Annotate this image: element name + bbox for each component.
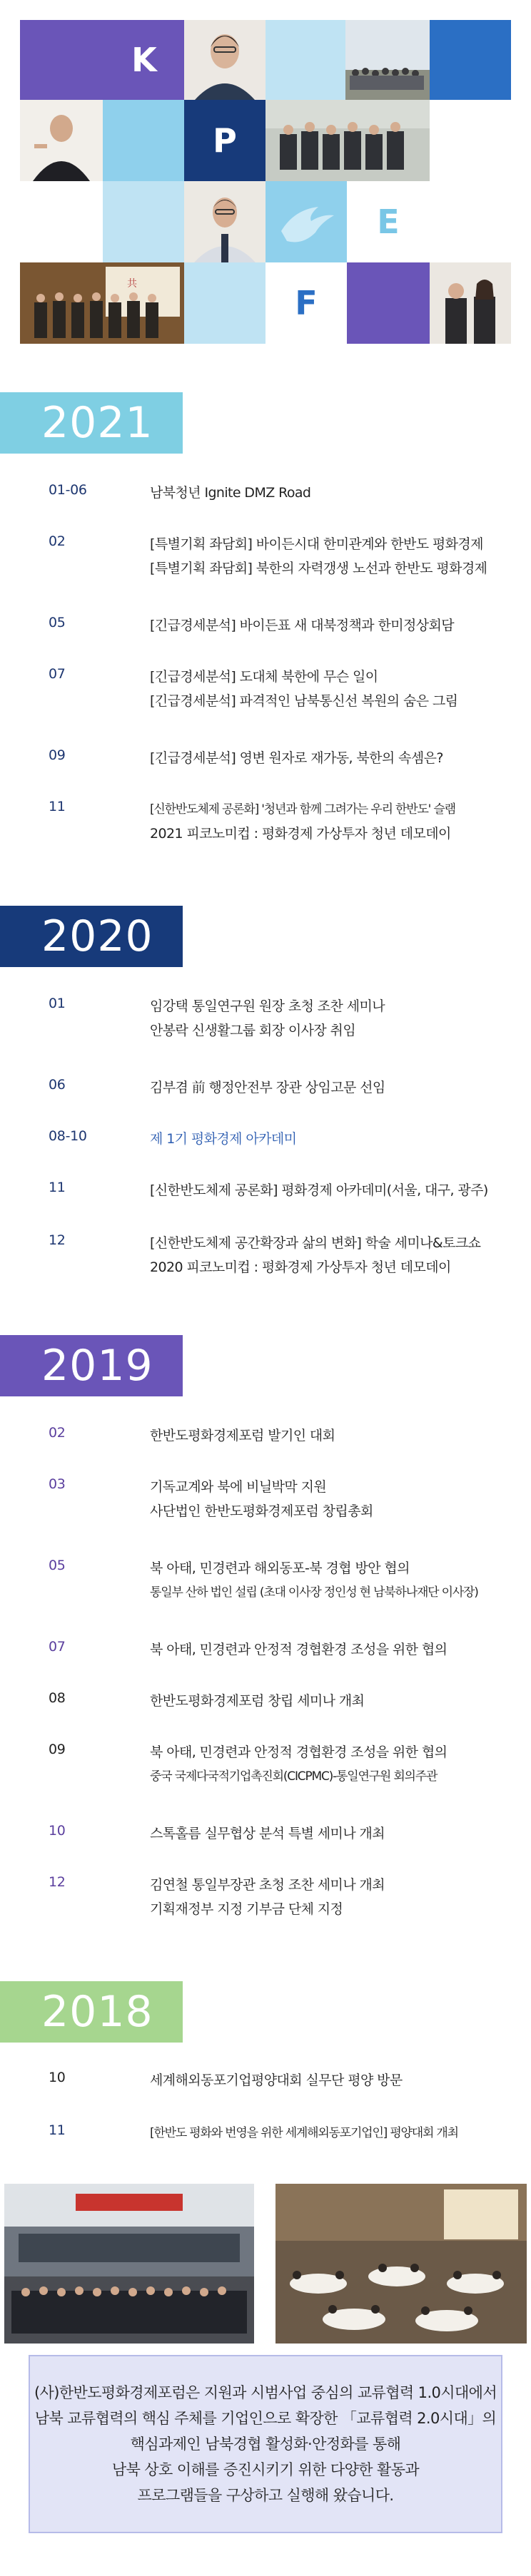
pale-blue-tile-3: [184, 262, 266, 344]
event-text: 사단법인 한반도평화경제포럼 창립총회: [150, 1503, 373, 1519]
event-text: 김부겸 前 행정안전부 장관 상임고문 선임: [150, 1080, 385, 1095]
year-banner-2021: 2021: [0, 392, 183, 454]
event-text: [특별기획 좌담회] 북한의 자력갱생 노선과 한반도 평화경제: [150, 561, 487, 576]
month-label: 06: [49, 1077, 66, 1093]
event-text: 2021 피코노미컵 : 평화경제 가상투자 청년 데모데이: [150, 826, 451, 842]
group-photo-1: [345, 20, 430, 100]
header-mosaic: [0, 0, 531, 349]
month-label: 01: [49, 996, 66, 1011]
month-label: 02: [49, 1425, 66, 1441]
dove-icon: [266, 181, 347, 262]
svg-text:共: 共: [127, 278, 137, 290]
event-text: [긴급경세분석] 파격적인 남북통신선 복원의 숨은 그림: [150, 693, 458, 709]
summary-line: 남북 상호 이해를 증진시키기 위한 다양한 활동과: [111, 2461, 420, 2478]
event-text: 남북청년 Ignite DMZ Road: [150, 485, 311, 501]
purple-tile-2: [347, 262, 430, 344]
event-text: [긴급경세분석] 영변 원자로 재가동, 북한의 속셈은?: [150, 750, 443, 766]
month-label: 05: [49, 615, 66, 630]
month-label: 07: [49, 1639, 66, 1655]
summary-box: [29, 2355, 502, 2533]
month-label: 12: [49, 1232, 66, 1248]
event-text: 제 1기 평화경제 아카데미: [150, 1131, 297, 1147]
event-text: [특별기획 좌담회] 바이든시대 한미관계와 한반도 평화경제: [150, 536, 483, 552]
letter-k: K: [104, 20, 184, 100]
year-banner-2018: 2018: [0, 1981, 183, 2043]
event-text: 중국 국제다국적기업촉진회(CICPMC)-통일연구원 회의주관: [150, 1769, 438, 1784]
event-text: 안봉락 신생활그룹 회장 이사장 취임: [150, 1023, 356, 1038]
month-label: 02: [49, 533, 66, 549]
summary-line: 핵심과제인 남북경협 활성화·안정화를 통해: [130, 2436, 401, 2453]
event-text: 기획재정부 지정 기부금 단체 지정: [150, 1901, 343, 1917]
conference-hall-photo: [275, 2184, 527, 2344]
couple-photo: [430, 262, 511, 344]
month-label: 09: [49, 1742, 66, 1757]
event-text: 한반도평화경제포럼 창립 세미나 개최: [150, 1693, 365, 1709]
month-label: 03: [49, 1476, 66, 1492]
month-label: 10: [49, 2070, 66, 2085]
event-text: 스톡홀름 실무협상 분석 특별 세미나 개최: [150, 1826, 385, 1841]
speaker-photo: [20, 100, 103, 181]
month-label: 07: [49, 666, 66, 682]
group-photo-2: [266, 100, 430, 181]
month-label: 11: [49, 1180, 66, 1195]
event-text: 2020 피코노미컵 : 평화경제 가상투자 청년 데모데이: [150, 1259, 451, 1275]
portrait-photo-1: [184, 20, 266, 100]
letter-e: E: [347, 181, 430, 262]
portrait-photo-2: [184, 181, 266, 262]
month-label: 08: [49, 1690, 66, 1706]
summary-line: 프로그램들을 구상하고 실행해 왔습니다.: [137, 2487, 394, 2504]
letter-f: F: [266, 262, 347, 344]
month-label: 09: [49, 747, 66, 763]
event-text: 북 아태, 민경련과 해외동포-북 경협 방안 협의: [150, 1560, 410, 1576]
month-label: 05: [49, 1558, 66, 1573]
month-label: 01-06: [49, 482, 87, 498]
year-banner-2019: 2019: [0, 1335, 183, 1396]
pale-blue-tile-2: [103, 181, 184, 262]
letter-p: P: [184, 100, 266, 181]
month-label: 11: [49, 2122, 66, 2138]
event-text: 북 아태, 민경련과 안정적 경협환경 조성을 위한 협의: [150, 1642, 447, 1657]
event-text: [신한반도체제 공론화] '청년과 함께 그려가는 우리 한반도' 슬램: [150, 802, 455, 817]
summary-line: (사)한반도평화경제포럼은 지원과 시범사업 중심의 교류협력 1.0시대에서: [34, 2384, 497, 2401]
event-text: 북 아태, 민경련과 안정적 경협환경 조성을 위한 협의: [150, 1744, 447, 1760]
event-text: 한반도평화경제포럼 발기인 대회: [150, 1428, 335, 1443]
group-photo-airport: [4, 2184, 254, 2344]
event-text: [긴급경세분석] 도대체 북한에 무슨 일이: [150, 669, 378, 685]
month-label: 12: [49, 1874, 66, 1890]
event-text: [한반도 평화와 번영을 위한 세계해외동포기업인] 평양대회 개최: [150, 2126, 458, 2140]
month-label: 10: [49, 1823, 66, 1839]
event-text: [긴급경세분석] 바이든표 새 대북정책과 한미정상회담: [150, 618, 454, 633]
event-text: 임강택 통일연구원 원장 초청 조찬 세미나: [150, 998, 385, 1014]
light-blue-tile: [266, 20, 345, 100]
event-text: [신한반도체제 공론화] 평화경제 아카데미(서울, 대구, 광주): [150, 1182, 488, 1198]
event-text: 통일부 산하 법인 설립 (초대 이사장 정인성 현 남북하나재단 이사장): [150, 1585, 478, 1600]
event-stage-photo: [20, 262, 184, 344]
event-text: 김연철 통일부장관 초청 조찬 세미나 개최: [150, 1877, 385, 1893]
month-label: 11: [49, 799, 66, 814]
year-banner-2020: 2020: [0, 906, 183, 967]
summary-line: 남북 교류협력의 핵심 주체를 기업인으로 확장한 「교류협력 2.0시대」의: [34, 2410, 497, 2427]
event-text: [신한반도체제 공간확장과 삶의 변화] 학술 세미나&토크쇼: [150, 1235, 481, 1251]
event-text: 기독교계와 북에 비닐박막 지원: [150, 1479, 327, 1495]
blue-tile: [430, 20, 511, 100]
month-label: 08-10: [49, 1128, 87, 1144]
event-text: 세계해외동포기업평양대회 실무단 평양 방문: [150, 2072, 403, 2088]
pale-blue-tile: [103, 100, 184, 181]
